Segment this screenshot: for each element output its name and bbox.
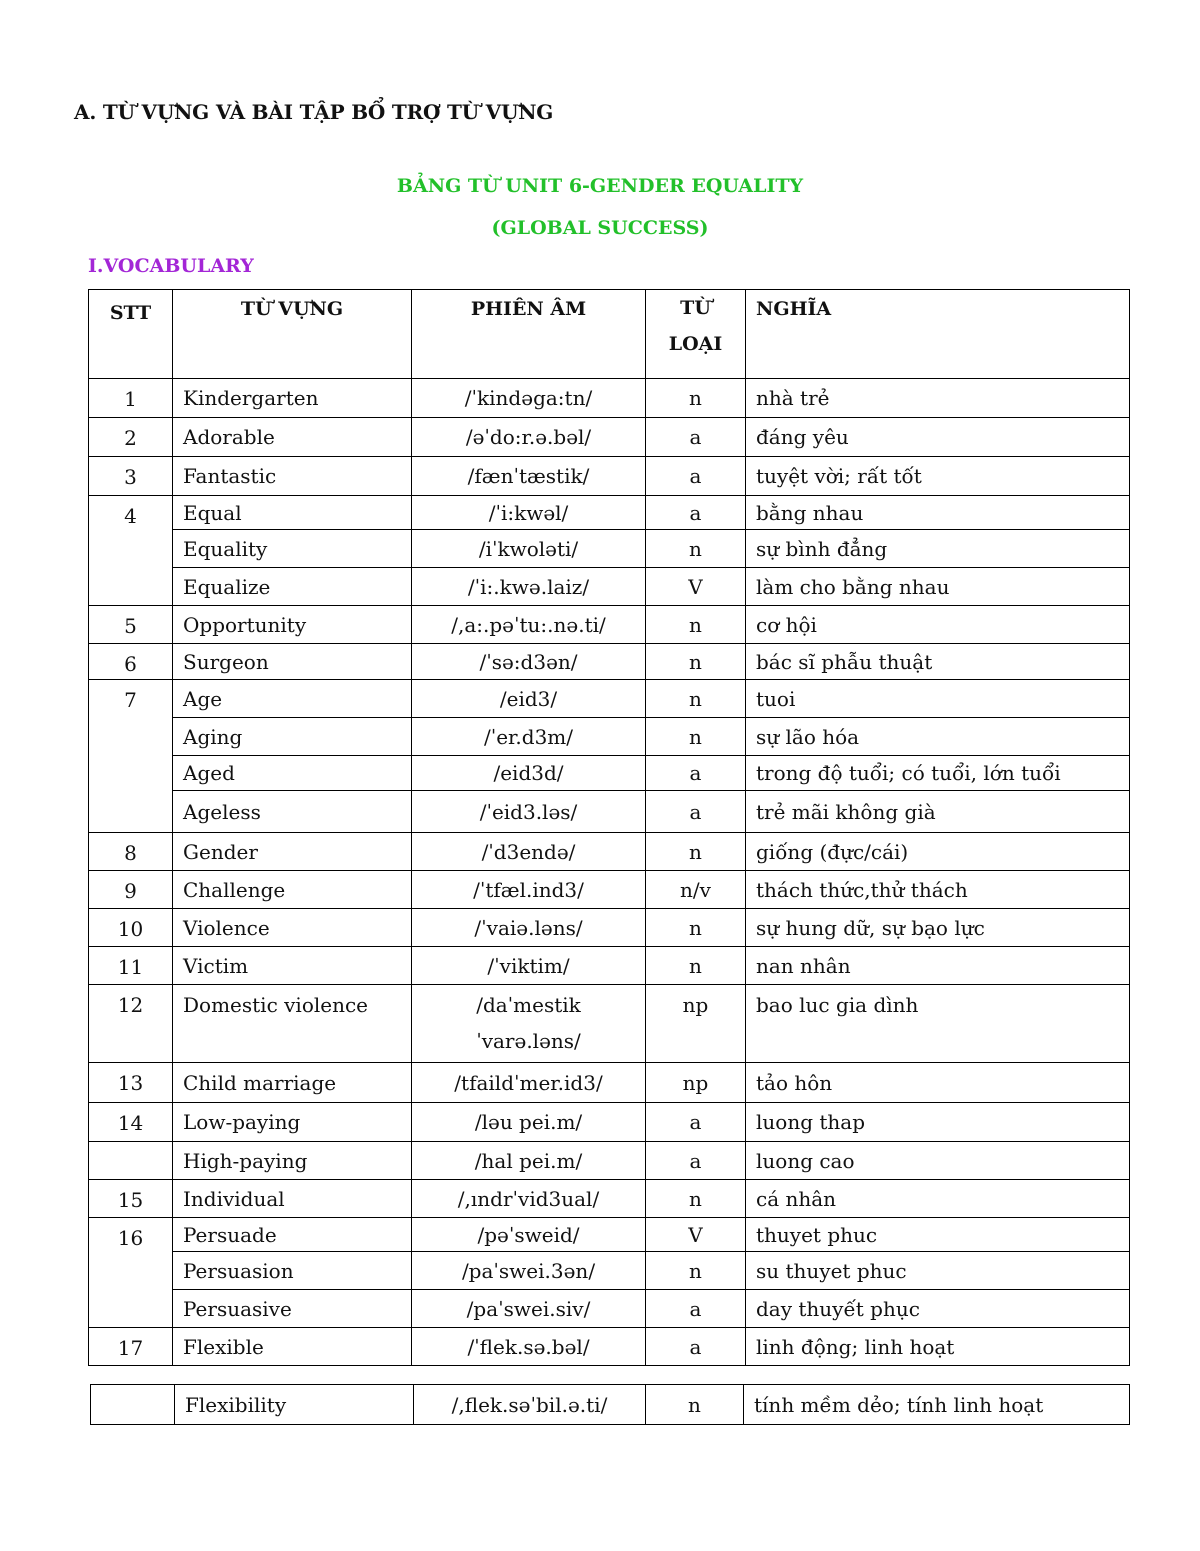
table-row bbox=[89, 457, 1130, 496]
row-part-of-speech: n bbox=[646, 644, 746, 680]
row-part-of-speech: a bbox=[646, 756, 746, 791]
header-stt: STT bbox=[89, 290, 173, 379]
row-phonetic: /,a:.pəˈtu:.nə.ti/ bbox=[412, 606, 646, 644]
table-row bbox=[89, 947, 1130, 985]
table-row bbox=[89, 418, 1130, 457]
row-phonetic: /,flek.səˈbil.ə.ti/ bbox=[414, 1385, 646, 1425]
row-part-of-speech: n bbox=[646, 909, 746, 947]
row-phonetic: /əˈdo:r.ə.bəl/ bbox=[412, 418, 646, 457]
table-row bbox=[89, 1328, 1130, 1366]
row-phonetic: /ˈsə:d3ən/ bbox=[412, 644, 646, 680]
row-meaning: thách thức,thử thách bbox=[746, 871, 1130, 909]
section-heading: A. TỪ VỰNG VÀ BÀI TẬP BỔ TRỢ TỪ VỰNG bbox=[74, 100, 554, 124]
row-phonetic: /pəˈsweid/ bbox=[412, 1218, 646, 1252]
row-stt: 7 bbox=[89, 680, 173, 833]
row-word: Kindergarten bbox=[173, 379, 412, 418]
row-phonetic: /ˈeid3.ləs/ bbox=[412, 791, 646, 833]
row-phonetic: /ˈer.d3m/ bbox=[412, 718, 646, 756]
table-row bbox=[89, 606, 1130, 644]
row-phonetic: /paˈswei.3ən/ bbox=[412, 1252, 646, 1290]
row-word: Equal bbox=[173, 496, 412, 530]
row-stt: 3 bbox=[89, 457, 173, 496]
row-meaning: su thuyet phuc bbox=[746, 1252, 1130, 1290]
vocabulary-table bbox=[88, 289, 1130, 1366]
row-word: Aging bbox=[173, 718, 412, 756]
row-word: Flexibility bbox=[175, 1385, 414, 1425]
row-part-of-speech: n bbox=[646, 833, 746, 871]
row-word: Challenge bbox=[173, 871, 412, 909]
row-phonetic: /ləu pei.m/ bbox=[412, 1103, 646, 1142]
row-part-of-speech: np bbox=[646, 985, 746, 1063]
vocabulary-table-continued bbox=[90, 1384, 1130, 1425]
row-meaning: làm cho bằng nhau bbox=[746, 568, 1130, 606]
table-row bbox=[89, 530, 1130, 568]
row-word: Persuade bbox=[173, 1218, 412, 1252]
table-row bbox=[91, 1385, 1130, 1425]
row-phonetic: /fænˈtæstik/ bbox=[412, 457, 646, 496]
row-meaning: luong thap bbox=[746, 1103, 1130, 1142]
row-phonetic: /hal pei.m/ bbox=[412, 1142, 646, 1180]
row-meaning: sự bình đẳng bbox=[746, 530, 1130, 568]
row-phonetic: /paˈswei.siv/ bbox=[412, 1290, 646, 1328]
row-word: Fantastic bbox=[173, 457, 412, 496]
row-word: Victim bbox=[173, 947, 412, 985]
row-meaning: nan nhân bbox=[746, 947, 1130, 985]
row-meaning: nhà trẻ bbox=[746, 379, 1130, 418]
row-phonetic: /ˈtfæl.ind3/ bbox=[412, 871, 646, 909]
header-word: TỪ VỰNG bbox=[173, 290, 412, 379]
row-meaning: tuyệt vời; rất tốt bbox=[746, 457, 1130, 496]
row-word: Flexible bbox=[173, 1328, 412, 1366]
row-stt: 15 bbox=[89, 1180, 173, 1218]
row-word: Equalize bbox=[173, 568, 412, 606]
row-part-of-speech: n bbox=[646, 606, 746, 644]
table-row bbox=[89, 756, 1130, 791]
row-meaning: tuoi bbox=[746, 680, 1130, 718]
header-pos-line2: LOẠI bbox=[668, 333, 723, 355]
row-part-of-speech: a bbox=[646, 1142, 746, 1180]
row-meaning: đáng yêu bbox=[746, 418, 1130, 457]
row-part-of-speech: n/v bbox=[646, 871, 746, 909]
row-word: Surgeon bbox=[173, 644, 412, 680]
row-word: Ageless bbox=[173, 791, 412, 833]
table-row bbox=[89, 1063, 1130, 1103]
row-phonetic-line1: /daˈmestik bbox=[476, 993, 581, 1017]
row-meaning: day thuyết phục bbox=[746, 1290, 1130, 1328]
row-meaning: cá nhân bbox=[746, 1180, 1130, 1218]
row-word: Violence bbox=[173, 909, 412, 947]
table-row bbox=[89, 379, 1130, 418]
row-part-of-speech: a bbox=[646, 1103, 746, 1142]
row-stt: 12 bbox=[89, 985, 173, 1063]
row-phonetic: /ˈi:kwəl/ bbox=[412, 496, 646, 530]
row-meaning: luong cao bbox=[746, 1142, 1130, 1180]
row-part-of-speech: a bbox=[646, 1328, 746, 1366]
row-part-of-speech: V bbox=[646, 568, 746, 606]
table-header-row bbox=[89, 290, 1130, 379]
row-word: Persuasive bbox=[173, 1290, 412, 1328]
row-phonetic-line2: ˈvarə.ləns/ bbox=[476, 1029, 581, 1053]
row-meaning: trẻ mãi không già bbox=[746, 791, 1130, 833]
row-meaning: sự lão hóa bbox=[746, 718, 1130, 756]
table-row bbox=[89, 680, 1130, 718]
header-part-of-speech bbox=[646, 290, 746, 379]
table-row bbox=[89, 1180, 1130, 1218]
row-part-of-speech: n bbox=[646, 1180, 746, 1218]
row-phonetic: /ˈviktim/ bbox=[412, 947, 646, 985]
page-title: BẢNG TỪ UNIT 6-GENDER EQUALITY bbox=[396, 175, 804, 197]
row-meaning: sự hung dữ, sự bạo lực bbox=[746, 909, 1130, 947]
table-row bbox=[89, 1103, 1130, 1142]
row-word: Adorable bbox=[173, 418, 412, 457]
row-word: Domestic violence bbox=[173, 985, 412, 1063]
row-stt: 6 bbox=[89, 644, 173, 680]
table-row bbox=[89, 871, 1130, 909]
row-part-of-speech: n bbox=[646, 680, 746, 718]
row-part-of-speech: n bbox=[646, 1385, 744, 1425]
row-phonetic: /,ındrˈvid3ual/ bbox=[412, 1180, 646, 1218]
row-word: Aged bbox=[173, 756, 412, 791]
row-meaning: linh động; linh hoạt bbox=[746, 1328, 1130, 1366]
row-word: Persuasion bbox=[173, 1252, 412, 1290]
row-stt bbox=[91, 1385, 175, 1425]
table-row bbox=[89, 644, 1130, 680]
row-part-of-speech: a bbox=[646, 1290, 746, 1328]
row-meaning: bao luc gia dình bbox=[746, 985, 1130, 1063]
table-row bbox=[89, 1218, 1130, 1252]
row-phonetic: /ˈflek.sə.bəl/ bbox=[412, 1328, 646, 1366]
row-phonetic: /ˈi:.kwə.laiz/ bbox=[412, 568, 646, 606]
row-part-of-speech: n bbox=[646, 718, 746, 756]
row-phonetic bbox=[412, 985, 646, 1063]
row-stt: 16 bbox=[89, 1218, 173, 1328]
row-part-of-speech: n bbox=[646, 947, 746, 985]
row-meaning: trong độ tuổi; có tuổi, lớn tuổi bbox=[746, 756, 1130, 791]
row-part-of-speech: n bbox=[646, 379, 746, 418]
row-meaning: cơ hội bbox=[746, 606, 1130, 644]
row-stt bbox=[89, 1142, 173, 1180]
row-word: Low-paying bbox=[173, 1103, 412, 1142]
row-stt: 2 bbox=[89, 418, 173, 457]
row-word: Child marriage bbox=[173, 1063, 412, 1103]
row-part-of-speech: a bbox=[646, 457, 746, 496]
row-stt: 10 bbox=[89, 909, 173, 947]
row-meaning: bằng nhau bbox=[746, 496, 1130, 530]
row-word: Individual bbox=[173, 1180, 412, 1218]
row-meaning: giống (đực/cái) bbox=[746, 833, 1130, 871]
row-stt: 4 bbox=[89, 496, 173, 606]
table-row bbox=[89, 833, 1130, 871]
row-meaning: tính mềm dẻo; tính linh hoạt bbox=[744, 1385, 1130, 1425]
row-stt: 13 bbox=[89, 1063, 173, 1103]
table-row bbox=[89, 909, 1130, 947]
row-phonetic: /ˈvaiə.ləns/ bbox=[412, 909, 646, 947]
row-meaning: thuyet phuc bbox=[746, 1218, 1130, 1252]
table-row bbox=[89, 791, 1130, 833]
row-meaning: tảo hôn bbox=[746, 1063, 1130, 1103]
row-meaning: bác sĩ phẫu thuật bbox=[746, 644, 1130, 680]
header-pos-line1: TỪ bbox=[680, 297, 711, 319]
row-part-of-speech: a bbox=[646, 791, 746, 833]
row-phonetic: /eid3/ bbox=[412, 680, 646, 718]
header-meaning: NGHĨA bbox=[746, 290, 1130, 379]
row-part-of-speech: V bbox=[646, 1218, 746, 1252]
table-row bbox=[89, 1290, 1130, 1328]
row-part-of-speech: n bbox=[646, 1252, 746, 1290]
row-part-of-speech: a bbox=[646, 496, 746, 530]
row-stt: 17 bbox=[89, 1328, 173, 1366]
row-part-of-speech: a bbox=[646, 418, 746, 457]
table-row bbox=[89, 718, 1130, 756]
row-stt: 14 bbox=[89, 1103, 173, 1142]
row-phonetic: /iˈkwoləti/ bbox=[412, 530, 646, 568]
row-phonetic: /eid3d/ bbox=[412, 756, 646, 791]
row-word: High-paying bbox=[173, 1142, 412, 1180]
row-phonetic: /ˈd3endə/ bbox=[412, 833, 646, 871]
row-part-of-speech: np bbox=[646, 1063, 746, 1103]
vocabulary-heading: I.VOCABULARY bbox=[88, 255, 254, 277]
row-stt: 1 bbox=[89, 379, 173, 418]
table-row bbox=[89, 1252, 1130, 1290]
row-stt: 9 bbox=[89, 871, 173, 909]
header-phonetic: PHIÊN ÂM bbox=[412, 290, 646, 379]
row-word: Equality bbox=[173, 530, 412, 568]
row-word: Opportunity bbox=[173, 606, 412, 644]
table-row bbox=[89, 985, 1130, 1063]
row-word: Gender bbox=[173, 833, 412, 871]
row-stt: 11 bbox=[89, 947, 173, 985]
row-stt: 8 bbox=[89, 833, 173, 871]
row-word: Age bbox=[173, 680, 412, 718]
row-part-of-speech: n bbox=[646, 530, 746, 568]
table-row bbox=[89, 568, 1130, 606]
page-subtitle: (GLOBAL SUCCESS) bbox=[491, 217, 709, 239]
row-stt: 5 bbox=[89, 606, 173, 644]
table-row bbox=[89, 1142, 1130, 1180]
row-phonetic: /tfaildˈmer.id3/ bbox=[412, 1063, 646, 1103]
row-phonetic: /ˈkindəga:tn/ bbox=[412, 379, 646, 418]
table-row bbox=[89, 496, 1130, 530]
